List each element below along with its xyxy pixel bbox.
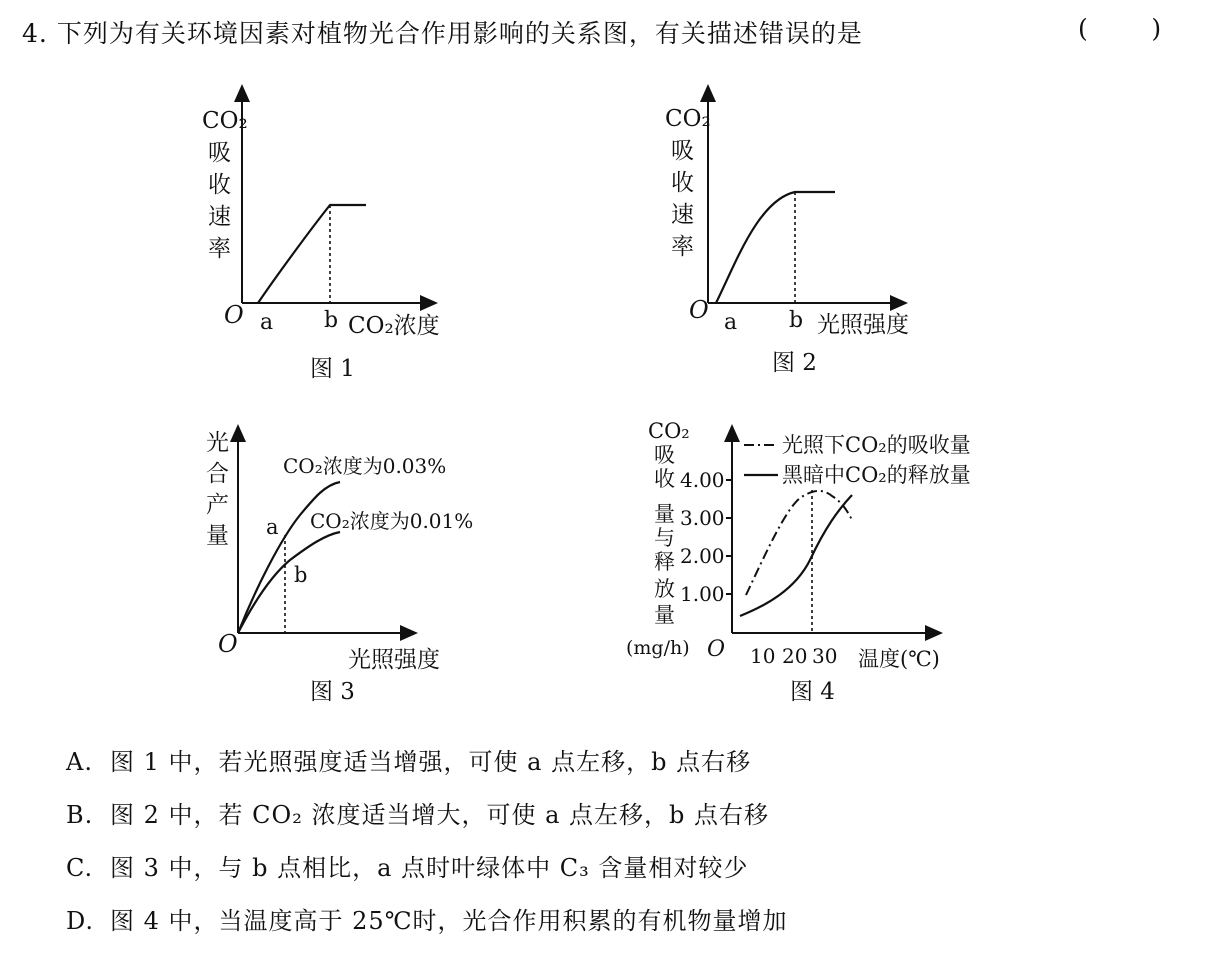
option-c[interactable] [66, 848, 748, 883]
fig4-xtick-label-30: 30 [812, 644, 838, 668]
fig2-y-label [665, 106, 711, 260]
fig2-curve [716, 192, 835, 303]
fig4-ylabel-3: 收 [654, 467, 675, 491]
fig3-curve-low-co2 [238, 532, 340, 633]
fig3-ylabel-2: 合 [206, 461, 229, 487]
fig4-ylabel-2: 吸 [654, 443, 675, 467]
fig3-ylabel-3: 产 [206, 492, 229, 518]
fig4-curve-dark-release [740, 495, 852, 616]
fig1-curve [258, 205, 366, 303]
fig2-caption: 图 2 [772, 350, 817, 376]
option-a-letter: A. [66, 748, 93, 776]
option-a[interactable] [66, 742, 751, 777]
fig2-ylabel-3: 收 [671, 170, 694, 196]
question-text: 下列为有关环境因素对植物光合作用影响的关系图，有关描述错误的是 [56, 19, 863, 48]
fig4-legend-light: 光照下CO₂的吸收量 [782, 433, 971, 457]
figure-2 [665, 92, 909, 376]
fig1-ylabel-2: 吸 [208, 140, 231, 166]
fig4-origin: O [707, 637, 726, 662]
fig3-series-high-label: CO₂浓度为0.03% [283, 454, 447, 478]
fig3-point-b: b [294, 563, 308, 587]
fig4-ylabel-6: 释 [654, 550, 675, 574]
fig4-caption: 图 4 [790, 679, 835, 705]
option-c-text: 图 3 中，与 b 点相比，a 点时叶绿体中 C₃ 含量相对较少 [110, 854, 749, 882]
fig4-legend [744, 433, 971, 487]
fig1-ylabel-1: CO₂ [202, 108, 248, 134]
option-d-letter: D. [66, 907, 95, 935]
question-number: 4. [22, 19, 48, 48]
option-c-letter: C. [66, 854, 94, 882]
fig4-ylabel-unit: (mg/h) [626, 637, 690, 659]
figure-1 [202, 92, 440, 382]
fig1-y-label [202, 108, 248, 262]
fig3-ylabel-4: 量 [206, 523, 229, 549]
fig4-ylabel-5: 与 [654, 526, 675, 550]
fig4-legend-dark: 黑暗中CO₂的释放量 [782, 463, 971, 487]
option-a-text: 图 1 中，若光照强度适当增强，可使 a 点左移，b 点右移 [110, 748, 752, 776]
fig4-xtick-label-10: 10 [750, 644, 776, 668]
fig3-series-low-label: CO₂浓度为0.01% [310, 509, 474, 533]
fig4-ytick-label-2: 2.00 [680, 544, 725, 568]
fig3-caption: 图 3 [310, 679, 355, 705]
fig3-ylabel-1: 光 [206, 430, 229, 456]
fig4-ytick-label-4: 4.00 [680, 468, 725, 492]
fig4-xtick-label-20: 20 [782, 644, 808, 668]
fig2-ylabel-2: 吸 [671, 138, 694, 164]
fig2-ylabel-1: CO₂ [665, 106, 711, 132]
option-b-text: 图 2 中，若 CO₂ 浓度适当增大，可使 a 点左移，b 点右移 [110, 801, 770, 829]
fig3-y-label [206, 430, 229, 549]
fig3-point-a: a [266, 515, 279, 539]
fig3-x-label: 光照强度 [348, 647, 440, 673]
fig4-ylabel-4: 量 [654, 502, 675, 526]
fig4-ylabel-8: 量 [654, 603, 675, 627]
fig4-ytick-label-1: 1.00 [680, 582, 725, 606]
fig1-ylabel-5: 率 [208, 236, 231, 262]
figure-3 [206, 430, 473, 705]
fig4-y-label [626, 419, 690, 659]
option-b[interactable] [66, 795, 769, 830]
fig2-ylabel-4: 速 [671, 202, 694, 228]
figure-4 [626, 419, 971, 705]
fig2-origin: O [689, 296, 709, 324]
fig1-ylabel-3: 收 [208, 172, 231, 198]
fig3-curve-high-co2 [238, 482, 340, 633]
fig4-ylabel-1: CO₂ [648, 419, 690, 443]
fig1-point-b: b [324, 308, 339, 333]
fig2-x-label: 光照强度 [817, 312, 909, 338]
fig2-ylabel-5: 率 [671, 234, 694, 260]
fig1-ylabel-4: 速 [208, 204, 231, 230]
option-b-letter: B. [66, 801, 94, 829]
fig2-point-b: b [789, 308, 804, 333]
fig1-point-a: a [260, 310, 274, 335]
fig4-ytick-label-3: 3.00 [680, 506, 725, 530]
fig4-x-label: 温度(℃) [858, 647, 940, 671]
fig1-origin: O [224, 301, 244, 329]
option-d[interactable] [66, 901, 788, 936]
fig4-curve-light-absorption [746, 491, 852, 595]
fig4-ylabel-7: 放 [654, 577, 675, 601]
fig1-caption: 图 1 [310, 356, 355, 382]
fig3-origin: O [218, 630, 238, 658]
fig1-x-label: CO₂浓度 [348, 313, 440, 339]
answer-parentheses: ( ) [1078, 14, 1162, 43]
option-d-text: 图 4 中，当温度高于 25℃时，光合作用积累的有机物量增加 [110, 907, 788, 935]
fig2-point-a: a [724, 310, 738, 335]
